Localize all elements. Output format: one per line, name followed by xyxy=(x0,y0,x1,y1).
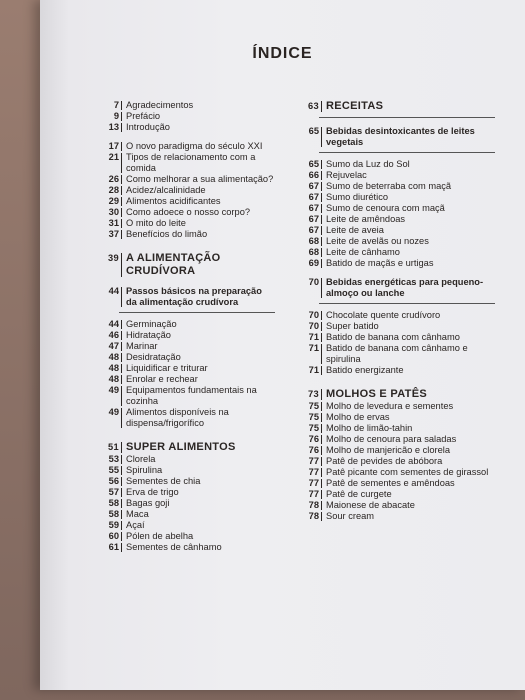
entry-title: Maionese de abacate xyxy=(326,500,415,510)
entry-title: Rejuvelac xyxy=(326,170,367,180)
separator-bar xyxy=(321,171,322,180)
entry-title: Enrolar e rechear xyxy=(126,374,198,384)
separator-bar xyxy=(121,230,122,239)
page-number: 65 xyxy=(308,126,319,136)
toc-entry xyxy=(295,365,495,376)
page-number: 65 xyxy=(308,159,319,169)
page-number: 31 xyxy=(108,218,119,228)
toc-entry xyxy=(95,207,275,218)
page-number: 28 xyxy=(108,185,119,195)
entry-title: Batido energizante xyxy=(326,365,404,375)
toc-subsection-heading xyxy=(95,286,275,308)
spacer xyxy=(95,133,275,141)
toc-entry xyxy=(295,321,495,332)
page-number: 53 xyxy=(108,454,119,464)
page-number: 57 xyxy=(108,487,119,497)
entry-title: Leite de aveia xyxy=(326,225,384,235)
entry-title: Chocolate quente crudívoro xyxy=(326,310,441,320)
entry-title: A ALIMENTAÇÃO CRUDÍVORA xyxy=(126,252,221,277)
separator-bar xyxy=(321,182,322,191)
separator-bar xyxy=(321,424,322,433)
toc-entry xyxy=(95,465,275,476)
heading-rule xyxy=(119,312,275,313)
page-number: 73 xyxy=(308,389,319,399)
entry-title: Como adoece o nosso corpo? xyxy=(126,207,251,217)
entry-title: Sumo diurético xyxy=(326,192,389,202)
separator-bar xyxy=(121,197,122,206)
toc-entry xyxy=(95,454,275,465)
separator-bar xyxy=(321,311,322,320)
toc-entry xyxy=(95,229,275,240)
page-number: 37 xyxy=(108,229,119,239)
separator-bar xyxy=(121,287,122,307)
entry-title: Como melhorar a sua alimentação? xyxy=(126,174,274,184)
toc-right-column xyxy=(295,100,495,522)
entry-title: Batido de banana com cânhamo e spirulina xyxy=(326,343,468,364)
separator-bar xyxy=(121,153,122,173)
separator-bar xyxy=(321,259,322,268)
page-number: 67 xyxy=(308,203,319,213)
entry-title: Patê de curgete xyxy=(326,489,392,499)
separator-bar xyxy=(121,386,122,406)
separator-bar xyxy=(321,204,322,213)
entry-title: Hidratação xyxy=(126,330,171,340)
page-number: 78 xyxy=(308,511,319,521)
entry-title: Marinar xyxy=(126,341,158,351)
separator-bar xyxy=(321,512,322,521)
toc-entry xyxy=(95,531,275,542)
page-number: 44 xyxy=(108,319,119,329)
separator-bar xyxy=(121,142,122,151)
entry-title: Tipos de relacionamento com a comida xyxy=(126,152,256,173)
toc-entry xyxy=(95,141,275,152)
page-number: 77 xyxy=(308,467,319,477)
separator-bar xyxy=(321,278,322,298)
page-number: 75 xyxy=(308,423,319,433)
toc-entry xyxy=(295,423,495,434)
separator-bar xyxy=(121,543,122,552)
heading-group xyxy=(295,126,495,153)
toc-entry xyxy=(95,341,275,352)
entry-title: Super batido xyxy=(326,321,379,331)
toc-entry xyxy=(295,258,495,269)
toc-entry xyxy=(295,401,495,412)
page-number: 51 xyxy=(108,442,119,452)
page-number: 48 xyxy=(108,374,119,384)
entry-title: Alimentos disponíveis na dispensa/frigorífico xyxy=(126,407,229,428)
separator-bar xyxy=(121,510,122,519)
separator-bar xyxy=(321,226,322,235)
toc-entry xyxy=(295,181,495,192)
page-number: 48 xyxy=(108,352,119,362)
entry-title: Acidez/alcalinidade xyxy=(126,185,206,195)
toc-entry xyxy=(95,385,275,407)
entry-title: Molho de manjericão e clorela xyxy=(326,445,451,455)
separator-bar xyxy=(121,375,122,384)
page-number: 58 xyxy=(108,498,119,508)
entry-title: Liquidificar e triturar xyxy=(126,363,208,373)
toc-section-heading xyxy=(95,441,275,454)
separator-bar xyxy=(321,490,322,499)
heading-rule xyxy=(319,117,495,118)
separator-bar xyxy=(121,455,122,464)
page-number: 76 xyxy=(308,434,319,444)
page-number: 68 xyxy=(308,247,319,257)
toc-entry xyxy=(95,319,275,330)
entry-title: Germinação xyxy=(126,319,177,329)
page-number: 77 xyxy=(308,456,319,466)
separator-bar xyxy=(121,477,122,486)
separator-bar xyxy=(121,253,122,277)
toc-entry xyxy=(95,185,275,196)
toc-entry xyxy=(95,111,275,122)
separator-bar xyxy=(321,402,322,411)
page-number: 67 xyxy=(308,192,319,202)
toc-section-heading xyxy=(295,100,495,113)
toc-entry xyxy=(295,434,495,445)
heading-group xyxy=(95,286,275,313)
page-number: 63 xyxy=(308,101,319,111)
toc-section-heading xyxy=(295,388,495,401)
entry-title: Sumo de cenoura com maçã xyxy=(326,203,445,213)
entry-title: Leite de avelãs ou nozes xyxy=(326,236,429,246)
separator-bar xyxy=(321,101,322,112)
page-number: 46 xyxy=(108,330,119,340)
separator-bar xyxy=(321,344,322,364)
page-number: 67 xyxy=(308,214,319,224)
separator-bar xyxy=(121,101,122,110)
separator-bar xyxy=(321,366,322,375)
entry-title: Prefácio xyxy=(126,111,161,121)
toc-entry xyxy=(95,174,275,185)
page-number: 60 xyxy=(108,531,119,541)
separator-bar xyxy=(121,364,122,373)
page-number: 55 xyxy=(108,465,119,475)
entry-title: Spirulina xyxy=(126,465,163,475)
toc-entry xyxy=(295,489,495,500)
heading-group xyxy=(295,100,495,118)
entry-title: Batido de banana com cânhamo xyxy=(326,332,460,342)
entry-title: Introdução xyxy=(126,122,170,132)
heading-rule xyxy=(319,303,495,304)
toc-entry xyxy=(95,152,275,174)
page-number: 17 xyxy=(108,141,119,151)
page-number: 68 xyxy=(308,236,319,246)
toc-entry xyxy=(95,509,275,520)
page-number: 49 xyxy=(108,407,119,417)
page-number: 66 xyxy=(308,170,319,180)
heading-group xyxy=(295,277,495,304)
entry-title: Equipamentos fundamentais na cozinha xyxy=(126,385,257,406)
toc-entry xyxy=(295,236,495,247)
entry-title: Leite de amêndoas xyxy=(326,214,406,224)
toc-entry xyxy=(95,542,275,553)
toc-entry xyxy=(295,159,495,170)
page-number: 70 xyxy=(308,310,319,320)
separator-bar xyxy=(321,501,322,510)
toc-section-heading xyxy=(95,252,275,278)
toc-entry xyxy=(295,192,495,203)
page-number: 77 xyxy=(308,489,319,499)
page-number: 76 xyxy=(308,445,319,455)
toc-subsection-heading xyxy=(295,126,495,148)
toc-entry xyxy=(95,476,275,487)
toc-entry xyxy=(295,500,495,511)
toc-entry xyxy=(95,352,275,363)
separator-bar xyxy=(121,112,122,121)
page-number: 49 xyxy=(108,385,119,395)
separator-bar xyxy=(321,389,322,400)
heading-rule xyxy=(319,152,495,153)
page-number: 75 xyxy=(308,412,319,422)
separator-bar xyxy=(121,219,122,228)
separator-bar xyxy=(321,479,322,488)
separator-bar xyxy=(321,457,322,466)
page-number: 29 xyxy=(108,196,119,206)
page-number: 9 xyxy=(113,111,119,121)
entry-title: Sumo de beterraba com maçã xyxy=(326,181,452,191)
entry-title: SUPER ALIMENTOS xyxy=(126,441,236,453)
separator-bar xyxy=(121,186,122,195)
separator-bar xyxy=(121,208,122,217)
entry-title: Patê de sementes e amêndoas xyxy=(326,478,455,488)
separator-bar xyxy=(321,248,322,257)
page-number: 30 xyxy=(108,207,119,217)
toc-entry xyxy=(95,520,275,531)
page-number: 48 xyxy=(108,363,119,373)
entry-title: MOLHOS E PATÊS xyxy=(326,388,427,400)
separator-bar xyxy=(121,342,122,351)
separator-bar xyxy=(321,435,322,444)
toc-entry xyxy=(295,203,495,214)
entry-title: RECEITAS xyxy=(326,100,384,112)
separator-bar xyxy=(321,215,322,224)
page-number: 39 xyxy=(108,253,119,263)
page-number: 59 xyxy=(108,520,119,530)
separator-bar xyxy=(121,442,122,453)
entry-title: Agradecimentos xyxy=(126,100,194,110)
entry-title: Batido de maçãs e urtigas xyxy=(326,258,434,268)
toc-entry xyxy=(295,478,495,489)
separator-bar xyxy=(321,237,322,246)
toc-entry xyxy=(295,225,495,236)
separator-bar xyxy=(321,446,322,455)
page-number: 67 xyxy=(308,225,319,235)
entry-title: Bagas goji xyxy=(126,498,170,508)
page-number: 44 xyxy=(108,286,119,296)
page-number: 77 xyxy=(308,478,319,488)
separator-bar xyxy=(321,127,322,147)
entry-title: Bebidas energéticas para pequeno-almoço ou lanche xyxy=(326,277,484,298)
toc-entry xyxy=(295,247,495,258)
entry-title: Passos básicos na preparação da alimentação crudívora xyxy=(126,286,262,307)
toc-entry xyxy=(295,445,495,456)
toc-entry xyxy=(95,498,275,509)
entry-title: Clorela xyxy=(126,454,156,464)
page-number: 58 xyxy=(108,509,119,519)
separator-bar xyxy=(321,413,322,422)
toc-entry xyxy=(95,363,275,374)
book-page xyxy=(40,0,525,690)
toc-entry xyxy=(95,407,275,429)
page-number: 71 xyxy=(308,343,319,353)
entry-title: Alimentos acidificantes xyxy=(126,196,221,206)
entry-title: Sementes de chia xyxy=(126,476,201,486)
toc-entry xyxy=(295,170,495,181)
page-number: 7 xyxy=(113,100,119,110)
page-title: ÍNDICE xyxy=(252,45,313,62)
entry-title: O novo paradigma do século XXI xyxy=(126,141,263,151)
entry-title: O mito do leite xyxy=(126,218,186,228)
toc-entry xyxy=(295,467,495,478)
separator-bar xyxy=(121,499,122,508)
entry-title: Maca xyxy=(126,509,149,519)
entry-title: Bebidas desintoxicantes de leites vegetais xyxy=(326,126,475,147)
toc-entry xyxy=(295,511,495,522)
toc-subsection-heading xyxy=(295,277,495,299)
toc-entry xyxy=(95,487,275,498)
toc-entry xyxy=(295,412,495,423)
toc-entry xyxy=(295,214,495,225)
entry-title: Erva de trigo xyxy=(126,487,179,497)
toc-entry xyxy=(295,343,495,365)
entry-title: Sour cream xyxy=(326,511,375,521)
separator-bar xyxy=(321,160,322,169)
toc-entry xyxy=(295,332,495,343)
page-number: 56 xyxy=(108,476,119,486)
toc-entry xyxy=(95,374,275,385)
page-number: 26 xyxy=(108,174,119,184)
page-number: 70 xyxy=(308,277,319,287)
toc-entry xyxy=(295,456,495,467)
page-number: 69 xyxy=(308,258,319,268)
toc-entry xyxy=(95,196,275,207)
toc-entry xyxy=(95,218,275,229)
page-number: 75 xyxy=(308,401,319,411)
entry-title: Molho de ervas xyxy=(326,412,390,422)
page-number: 71 xyxy=(308,365,319,375)
entry-title: Sementes de cânhamo xyxy=(126,542,222,552)
separator-bar xyxy=(121,320,122,329)
entry-title: Desidratação xyxy=(126,352,181,362)
page-number: 47 xyxy=(108,341,119,351)
separator-bar xyxy=(321,468,322,477)
separator-bar xyxy=(121,466,122,475)
separator-bar xyxy=(321,322,322,331)
toc-entry xyxy=(295,310,495,321)
entry-title: Benefícios do limão xyxy=(126,229,208,239)
separator-bar xyxy=(121,521,122,530)
separator-bar xyxy=(121,488,122,497)
toc-entry xyxy=(95,330,275,341)
page-number: 61 xyxy=(108,542,119,552)
page-number: 78 xyxy=(308,500,319,510)
entry-title: Leite de cânhamo xyxy=(326,247,400,257)
separator-bar xyxy=(121,532,122,541)
separator-bar xyxy=(121,353,122,362)
page-number: 71 xyxy=(308,332,319,342)
entry-title: Molho de levedura e sementes xyxy=(326,401,454,411)
page-number: 13 xyxy=(108,122,119,132)
separator-bar xyxy=(121,331,122,340)
page-number: 67 xyxy=(308,181,319,191)
separator-bar xyxy=(121,408,122,428)
separator-bar xyxy=(121,123,122,132)
entry-title: Pólen de abelha xyxy=(126,531,194,541)
entry-title: Patê picante com sementes de girassol xyxy=(326,467,489,477)
toc-left-column xyxy=(95,100,275,553)
entry-title: Açaí xyxy=(126,520,145,530)
separator-bar xyxy=(321,333,322,342)
page-number: 21 xyxy=(108,152,119,162)
toc-entry xyxy=(95,122,275,133)
separator-bar xyxy=(321,193,322,202)
page-number: 70 xyxy=(308,321,319,331)
entry-title: Patê de pevides de abóbora xyxy=(326,456,443,466)
separator-bar xyxy=(121,175,122,184)
entry-title: Molho de cenoura para saladas xyxy=(326,434,457,444)
toc-entry xyxy=(95,100,275,111)
entry-title: Molho de limão-tahin xyxy=(326,423,413,433)
entry-title: Sumo da Luz do Sol xyxy=(326,159,410,169)
